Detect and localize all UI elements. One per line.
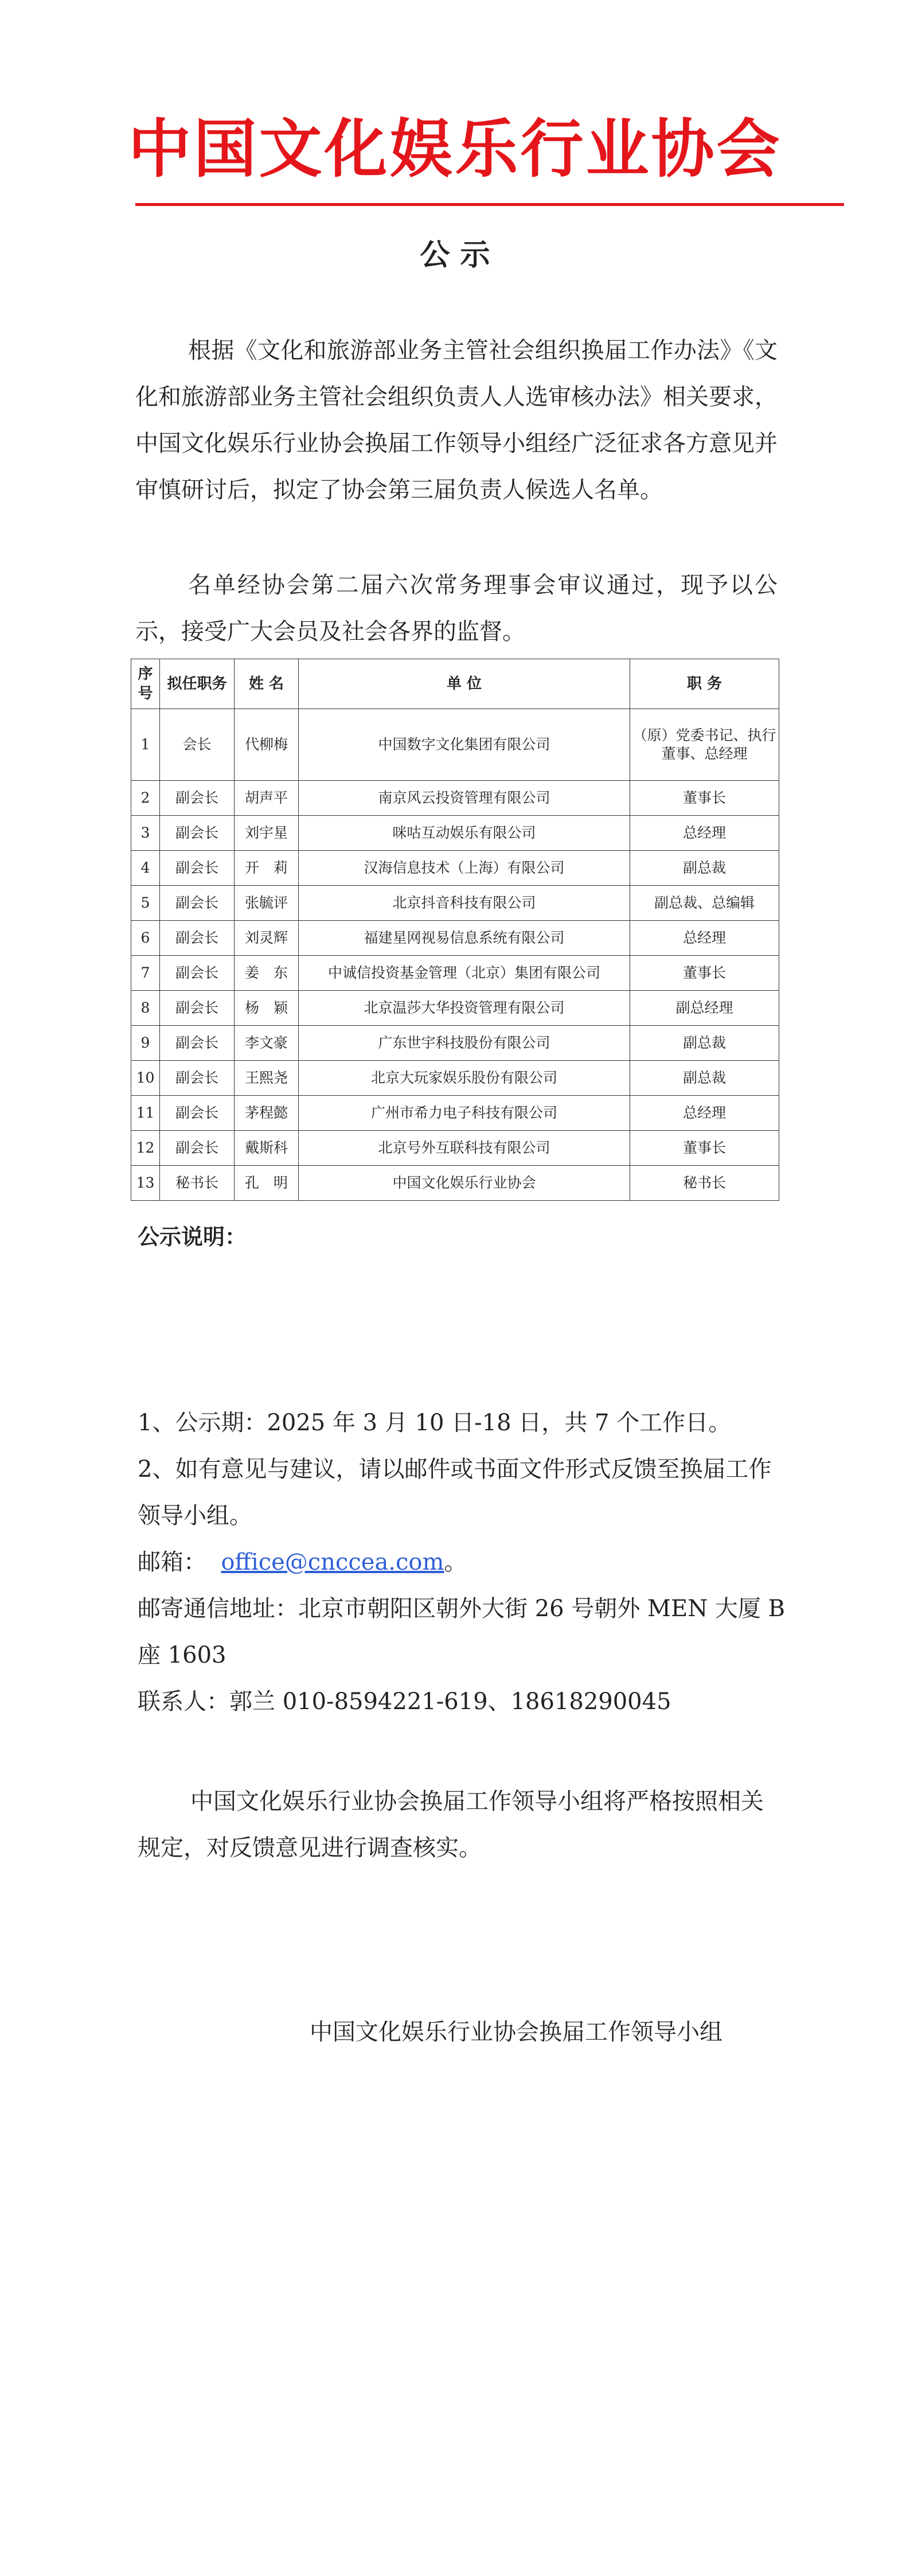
closing-paragraph: 中国文化娱乐行业协会换届工作领导小组将严格按照相关规定，对反馈意见进行调查核实。 [138, 1788, 764, 1861]
cell-organization: 中国文化娱乐行业协会 [299, 1166, 630, 1201]
table-row [131, 1061, 779, 1096]
signature: 中国文化娱乐行业协会换届工作领导小组 [310, 2019, 722, 2045]
cell-position: 会长 [160, 709, 235, 781]
cell-name: 王熙尧 [235, 1061, 299, 1096]
cell-position: 副会长 [160, 1096, 235, 1131]
cell-title: 董事长 [630, 956, 779, 991]
cell-position: 副会长 [160, 1026, 235, 1061]
table-row [131, 956, 779, 991]
cell-organization: 北京大玩家娱乐股份有限公司 [299, 1061, 630, 1096]
header-serial: 序号 [131, 659, 160, 709]
notes-address: 邮寄通信地址：北京市朝阳区朝外大街 26 号朝外 MEN 大厦 B 座 1603 [138, 1596, 786, 1668]
cell-organization: 北京号外互联科技有限公司 [299, 1131, 630, 1166]
cell-title: 副总经理 [630, 991, 779, 1026]
cell-name: 茅程懿 [235, 1096, 299, 1131]
notes-feedback: 2、如有意见与建议，请以邮件或书面文件形式反馈至换届工作领导小组。 [138, 1456, 772, 1529]
cell-title: 秘书长 [630, 1166, 779, 1201]
cell-name: 姜 东 [235, 956, 299, 991]
cell-title: 董事长 [630, 781, 779, 816]
cell-position: 副会长 [160, 781, 235, 816]
cell-title: 总经理 [630, 921, 779, 956]
cell-position: 副会长 [160, 1131, 235, 1166]
nominee-table [131, 659, 779, 1201]
intro-paragraph-1: 根据《文化和旅游部业务主管社会组织换届工作办法》《文化和旅游部业务主管社会组织负责人人选审核办法》相关要求，中国文化娱乐行业协会换届工作领导小组经广泛征求各方意见并审慎研讨后，拟定了协会第三届负责人候选人名单。 [135, 337, 778, 503]
cell-serial: 13 [131, 1166, 160, 1201]
header-title: 职 务 [630, 659, 779, 709]
cell-serial: 1 [131, 709, 160, 781]
document-header-title: 中国文化娱乐行业协会 [128, 112, 782, 186]
table-row [131, 781, 779, 816]
header-name: 姓 名 [235, 659, 299, 709]
cell-position: 副会长 [160, 851, 235, 886]
cell-position: 秘书长 [160, 1166, 235, 1201]
cell-name: 张毓评 [235, 886, 299, 921]
cell-serial: 4 [131, 851, 160, 886]
email-link[interactable]: office@cnccea.com [221, 1549, 444, 1575]
cell-organization: 广东世宇科技股份有限公司 [299, 1026, 630, 1061]
email-label: 邮箱： [138, 1549, 206, 1575]
table-row [131, 1166, 779, 1201]
notes-email-line [138, 1539, 786, 1586]
cell-title: 副总裁 [630, 1061, 779, 1096]
cell-position: 副会长 [160, 921, 235, 956]
cell-serial: 8 [131, 991, 160, 1026]
cell-title: 总经理 [630, 1096, 779, 1131]
cell-name: 杨 颖 [235, 991, 299, 1026]
table-row [131, 1026, 779, 1061]
cell-organization: 咪咕互动娱乐有限公司 [299, 816, 630, 851]
cell-name: 刘灵辉 [235, 921, 299, 956]
cell-serial: 6 [131, 921, 160, 956]
header-position: 拟任职务 [160, 659, 235, 709]
cell-name: 孔 明 [235, 1166, 299, 1201]
cell-serial: 2 [131, 781, 160, 816]
header-divider [135, 203, 844, 206]
cell-serial: 9 [131, 1026, 160, 1061]
cell-serial: 5 [131, 886, 160, 921]
cell-organization: 福建星网视易信息系统有限公司 [299, 921, 630, 956]
cell-title: 副总裁、总编辑 [630, 886, 779, 921]
cell-title: 总经理 [630, 816, 779, 851]
notes-period: 1、公示期：2025 年 3 月 10 日-18 日，共 7 个工作日。 [138, 1410, 732, 1436]
table-row [131, 1131, 779, 1166]
cell-title: （原）党委书记、执行董事、总经理 [630, 709, 779, 781]
notes-heading: 公示说明： [138, 1224, 247, 1250]
table-row [131, 709, 779, 781]
intro-paragraph-2: 名单经协会第二届六次常务理事会审议通过，现予以公示，接受广大会员及社会各界的监督。 [135, 572, 778, 645]
table-row [131, 1096, 779, 1131]
cell-title: 董事长 [630, 1131, 779, 1166]
cell-name: 戴斯科 [235, 1131, 299, 1166]
cell-position: 副会长 [160, 886, 235, 921]
cell-position: 副会长 [160, 816, 235, 851]
cell-serial: 10 [131, 1061, 160, 1096]
cell-position: 副会长 [160, 1061, 235, 1096]
cell-name: 开 莉 [235, 851, 299, 886]
cell-organization: 北京抖音科技有限公司 [299, 886, 630, 921]
table-row [131, 851, 779, 886]
cell-organization: 汉海信息技术（上海）有限公司 [299, 851, 630, 886]
cell-name: 刘宇星 [235, 816, 299, 851]
cell-serial: 11 [131, 1096, 160, 1131]
cell-name: 胡声平 [235, 781, 299, 816]
table-row [131, 816, 779, 851]
cell-serial: 12 [131, 1131, 160, 1166]
email-suffix: 。 [444, 1549, 467, 1575]
table-row [131, 921, 779, 956]
notes-contact: 联系人：郭兰 010-8594221-619、18618290045 [138, 1688, 671, 1715]
table-row [131, 991, 779, 1026]
table-header-row [131, 659, 779, 709]
header-organization: 单 位 [299, 659, 630, 709]
cell-organization: 北京温莎大华投资管理有限公司 [299, 991, 630, 1026]
cell-serial: 7 [131, 956, 160, 991]
cell-position: 副会长 [160, 991, 235, 1026]
cell-organization: 中诚信投资基金管理（北京）集团有限公司 [299, 956, 630, 991]
cell-name: 代柳梅 [235, 709, 299, 781]
cell-position: 副会长 [160, 956, 235, 991]
cell-organization: 中国数字文化集团有限公司 [299, 709, 630, 781]
cell-organization: 广州市希力电子科技有限公司 [299, 1096, 630, 1131]
cell-title: 副总裁 [630, 851, 779, 886]
table-row [131, 886, 779, 921]
cell-title: 副总裁 [630, 1026, 779, 1061]
cell-serial: 3 [131, 816, 160, 851]
cell-organization: 南京风云投资管理有限公司 [299, 781, 630, 816]
cell-name: 李文豪 [235, 1026, 299, 1061]
notice-title: 公 示 [420, 238, 490, 273]
